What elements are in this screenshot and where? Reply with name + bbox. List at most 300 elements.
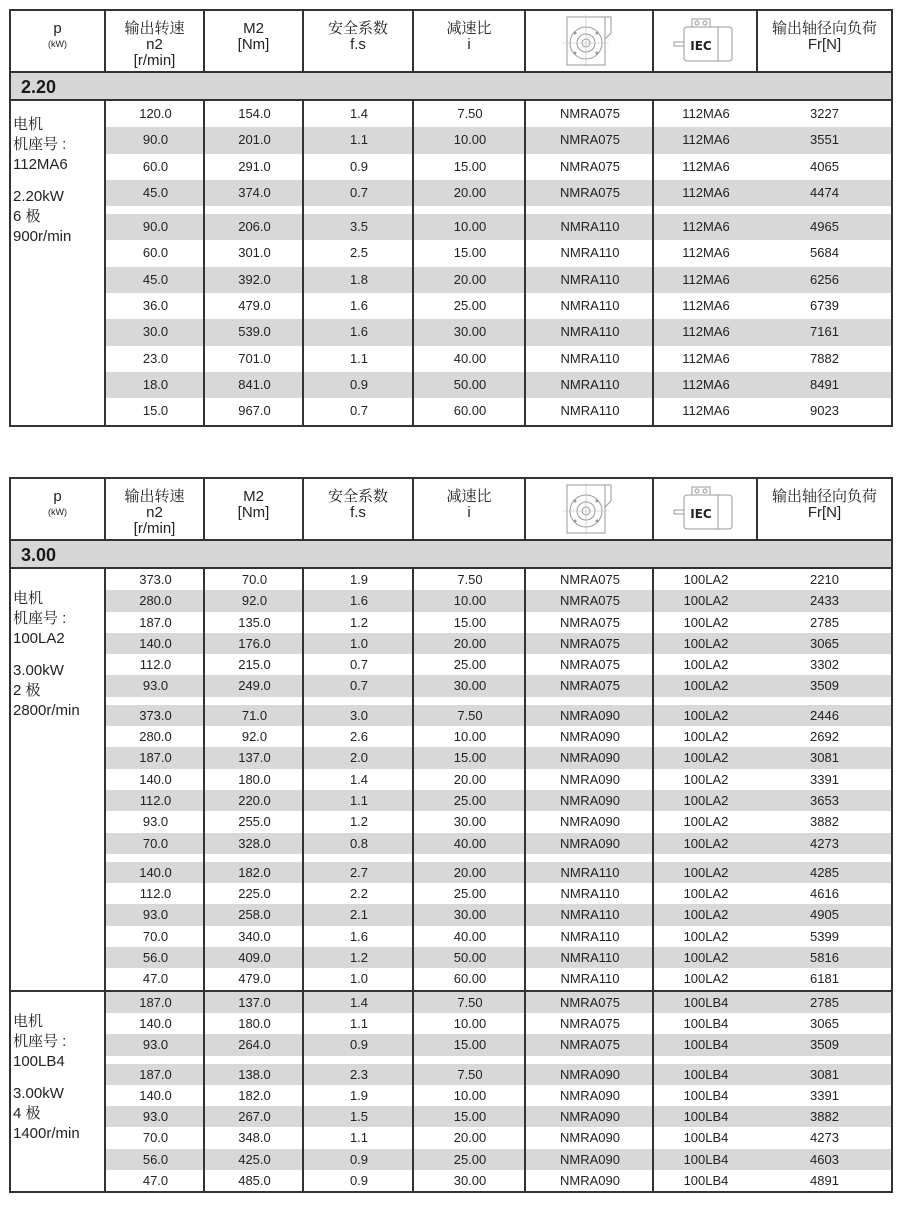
cell-ratio: 20.00	[414, 180, 526, 206]
motor-description-line: 机座号 :	[13, 136, 67, 153]
header-ratio-cn: 减速比	[446, 488, 492, 505]
motor-description-line: 2 极	[13, 682, 41, 699]
cell-output-speed: 120.0	[139, 106, 172, 121]
cell-radial-load: 6256	[758, 267, 891, 293]
cell-safety-factor: 0.7	[349, 657, 369, 673]
cell-motor-frame: 100LB4	[683, 1130, 729, 1146]
table-row	[106, 675, 891, 696]
cell-output-speed: 140.0	[106, 862, 205, 883]
header-output-speed	[106, 11, 205, 71]
cell-safety-factor: 1.2	[349, 614, 369, 630]
cell-radial-load: 2433	[758, 590, 891, 611]
cell-output-speed: 56.0	[106, 1149, 205, 1170]
cell-radial-load: 3081	[758, 1064, 891, 1085]
motor-description-line	[13, 649, 104, 661]
block-gap	[106, 1056, 891, 1064]
cell-output-speed: 112.0	[139, 886, 172, 902]
cell-safety-factor: 1.9	[349, 1087, 369, 1103]
table-row	[106, 1085, 891, 1106]
header-torque-unit: [Nm]	[237, 504, 270, 521]
header-safety-factor-symbol: f.s	[350, 36, 366, 53]
header-output-speed-cn: 输出转速	[124, 20, 185, 37]
cell-safety-factor: 0.8	[304, 833, 414, 854]
cell-output-speed: 90.0	[106, 127, 205, 153]
table-row	[106, 726, 891, 747]
cell-safety-factor: 1.1	[349, 1130, 369, 1146]
header-motor	[654, 11, 758, 71]
cell-gearbox-model: NMRA090	[560, 1130, 620, 1146]
cell-motor-frame: 100LA2	[683, 886, 729, 902]
cell-torque: 201.0	[205, 127, 304, 153]
table-row	[106, 992, 891, 1013]
cell-ratio: 10.00	[414, 590, 526, 611]
header-output-speed-unit: [r/min]	[133, 520, 176, 537]
cell-gearbox-model: NMRA090	[526, 790, 654, 811]
header-safety-factor-cn: 安全系数	[327, 20, 388, 37]
cell-ratio: 20.00	[414, 633, 526, 654]
cell-safety-factor: 0.9	[349, 158, 369, 174]
cell-torque: 479.0	[238, 298, 271, 314]
cell-safety-factor: 1.2	[349, 814, 369, 830]
cell-torque: 291.0	[238, 158, 271, 174]
cell-torque: 92.0	[241, 729, 268, 745]
cell-torque: 485.0	[238, 1173, 271, 1189]
cell-radial-load: 4474	[758, 180, 891, 206]
cell-safety-factor: 1.9	[349, 572, 369, 587]
cell-gearbox-model: NMRA075	[526, 127, 654, 153]
iec-label: IEC	[690, 39, 712, 53]
header-gearbox	[526, 479, 654, 539]
cell-output-speed: 112.0	[106, 790, 205, 811]
motor-description-line: 2800r/min	[13, 702, 80, 719]
header-safety-factor-cn: 安全系数	[327, 488, 388, 505]
cell-safety-factor: 1.2	[304, 947, 414, 968]
cell-radial-load: 3391	[810, 771, 839, 787]
cell-gearbox-model: NMRA075	[560, 158, 620, 174]
table-row	[106, 1034, 891, 1055]
table-row	[106, 240, 891, 266]
header-output-speed-cn: 输出转速	[124, 488, 185, 505]
cell-radial-load: 2446	[758, 705, 891, 726]
header-output-speed-unit: [r/min]	[133, 52, 176, 69]
header-radial-load-cn: 输出轴径向负荷	[771, 488, 877, 505]
cell-radial-load: 3065	[810, 1015, 839, 1031]
cell-torque: 348.0	[238, 1130, 271, 1146]
table-row	[106, 790, 891, 811]
cell-ratio: 15.00	[453, 158, 487, 174]
cell-output-speed: 112.0	[139, 657, 172, 673]
motor-description-line: 3.00kW	[13, 662, 64, 679]
cell-output-speed: 187.0	[106, 1064, 205, 1085]
motor-description-line: 电机	[13, 590, 44, 607]
cell-torque: 967.0	[238, 403, 271, 419]
cell-motor-frame: 100LA2	[683, 814, 729, 830]
header-torque-symbol: M2	[243, 488, 264, 505]
cell-motor-frame: 112MA6	[654, 372, 758, 398]
cell-safety-factor: 3.0	[304, 705, 414, 726]
cell-ratio: 7.50	[414, 1064, 526, 1085]
table-row	[106, 127, 891, 153]
table-row	[106, 372, 891, 398]
table-row	[106, 633, 891, 654]
cell-radial-load: 3882	[758, 1106, 891, 1127]
cell-output-speed: 373.0	[139, 572, 172, 587]
cell-radial-load: 3551	[758, 127, 891, 153]
cell-ratio: 30.00	[414, 319, 526, 345]
cell-gearbox-model: NMRA075	[560, 614, 620, 630]
cell-motor-frame: 100LA2	[654, 833, 758, 854]
cell-ratio: 15.00	[453, 245, 487, 261]
cell-output-speed: 140.0	[139, 1015, 172, 1031]
table-header	[11, 479, 891, 541]
cell-torque: 841.0	[205, 372, 304, 398]
motor-description-line: 4 极	[13, 1104, 41, 1122]
cell-ratio: 25.00	[453, 886, 487, 902]
cell-motor-frame: 112MA6	[682, 158, 730, 174]
cell-motor-frame: 100LB4	[683, 1087, 729, 1103]
cell-radial-load: 4616	[810, 886, 839, 902]
header-power-label: p	[53, 488, 62, 505]
cell-output-speed: 93.0	[106, 1106, 205, 1127]
cell-output-speed: 187.0	[106, 992, 205, 1013]
cell-torque: 539.0	[205, 319, 304, 345]
cell-torque: 479.0	[238, 971, 271, 987]
table-row	[106, 180, 891, 206]
cell-radial-load: 7161	[758, 319, 891, 345]
table-row	[106, 904, 891, 925]
cell-radial-load: 8491	[758, 372, 891, 398]
block-gap	[106, 206, 891, 214]
cell-gearbox-model: NMRA090	[526, 1149, 654, 1170]
table-row	[106, 947, 891, 968]
cell-radial-load: 5684	[810, 245, 839, 261]
header-output-speed	[106, 479, 205, 539]
cell-motor-frame: 112MA6	[654, 214, 758, 240]
table-row	[106, 862, 891, 883]
cell-safety-factor: 1.4	[349, 771, 369, 787]
cell-torque: 182.0	[238, 1087, 271, 1103]
cell-ratio: 60.00	[453, 971, 487, 987]
cell-ratio: 10.00	[453, 729, 487, 745]
cell-output-speed: 47.0	[142, 971, 169, 987]
power-band: 2.20	[11, 73, 891, 101]
table-row	[106, 747, 891, 768]
table-row	[106, 267, 891, 293]
cell-torque: 374.0	[205, 180, 304, 206]
cell-safety-factor: 2.6	[349, 729, 369, 745]
cell-output-speed: 90.0	[106, 214, 205, 240]
cell-safety-factor: 1.8	[304, 267, 414, 293]
iec-label: IEC	[690, 507, 712, 521]
cell-safety-factor: 2.7	[304, 862, 414, 883]
cell-torque: 255.0	[238, 814, 271, 830]
cell-torque: 70.0	[241, 572, 268, 587]
cell-radial-load: 3509	[758, 1034, 891, 1055]
cell-safety-factor: 1.6	[304, 319, 414, 345]
cell-torque: 180.0	[238, 771, 271, 787]
cell-radial-load: 4603	[758, 1149, 891, 1170]
cell-motor-frame: 100LA2	[654, 705, 758, 726]
cell-torque: 176.0	[205, 633, 304, 654]
cell-torque: 215.0	[238, 657, 271, 673]
cell-radial-load: 4065	[810, 158, 839, 174]
cell-safety-factor: 2.2	[349, 886, 369, 902]
header-motor	[654, 479, 758, 539]
cell-output-speed: 70.0	[142, 928, 169, 944]
cell-motor-frame: 100LB4	[654, 992, 758, 1013]
cell-radial-load: 5399	[810, 928, 839, 944]
cell-torque: 138.0	[205, 1064, 304, 1085]
table-row	[106, 1064, 891, 1085]
cell-ratio: 40.00	[453, 350, 487, 366]
cell-ratio: 15.00	[453, 614, 487, 630]
table-header	[11, 11, 891, 73]
table-row	[106, 214, 891, 240]
cell-output-speed: 93.0	[142, 814, 169, 830]
cell-gearbox-model: NMRA110	[526, 947, 654, 968]
cell-motor-frame: 100LB4	[683, 1173, 729, 1189]
cell-motor-frame: 100LA2	[683, 729, 729, 745]
cell-motor-frame: 112MA6	[654, 180, 758, 206]
cell-gearbox-model: NMRA110	[560, 971, 620, 987]
motor-description-line: 电机	[13, 116, 44, 133]
cell-ratio: 15.00	[414, 747, 526, 768]
cell-output-speed: 373.0	[106, 705, 205, 726]
cell-safety-factor: 2.0	[304, 747, 414, 768]
motor-description-line: 6 极	[13, 208, 41, 225]
cell-radial-load: 3509	[758, 675, 891, 696]
cell-gearbox-model: NMRA090	[526, 1064, 654, 1085]
cell-safety-factor: 1.4	[304, 992, 414, 1013]
cell-ratio: 30.00	[414, 904, 526, 925]
cell-torque: 425.0	[205, 1149, 304, 1170]
cell-torque: 137.0	[205, 992, 304, 1013]
cell-output-speed: 140.0	[139, 771, 172, 787]
cell-radial-load: 2692	[810, 729, 839, 745]
motor-description-line: 1400r/min	[13, 1124, 80, 1142]
cell-motor-frame: 100LB4	[654, 1149, 758, 1170]
table-row	[106, 319, 891, 345]
cell-gearbox-model: NMRA075	[526, 675, 654, 696]
motor-description-line: 100LA2	[13, 630, 65, 647]
cell-output-speed: 187.0	[139, 614, 172, 630]
table-row	[106, 705, 891, 726]
cell-torque: 71.0	[205, 705, 304, 726]
header-torque	[205, 11, 304, 71]
cell-motor-frame: 100LA2	[683, 572, 729, 587]
cell-radial-load: 3302	[810, 657, 839, 673]
cell-safety-factor: 0.7	[304, 180, 414, 206]
table-row	[106, 769, 891, 790]
block-gap	[106, 854, 891, 862]
cell-output-speed: 70.0	[106, 833, 205, 854]
table-row	[106, 1127, 891, 1148]
cell-torque: 92.0	[205, 590, 304, 611]
cell-safety-factor: 1.1	[304, 127, 414, 153]
cell-output-speed: 60.0	[142, 158, 169, 174]
header-radial-load	[758, 479, 891, 539]
cell-safety-factor: 0.7	[304, 675, 414, 696]
table-row	[106, 968, 891, 989]
cell-motor-frame: 100LA2	[654, 790, 758, 811]
cell-motor-frame: 100LA2	[654, 675, 758, 696]
cell-gearbox-model: NMRA090	[560, 1087, 620, 1103]
cell-gearbox-model: NMRA090	[560, 771, 620, 787]
power-band: 3.00	[11, 541, 891, 569]
cell-radial-load: 3882	[810, 814, 839, 830]
cell-motor-frame: 100LB4	[654, 1106, 758, 1127]
cell-motor-frame: 100LB4	[654, 1034, 758, 1055]
cell-torque: 328.0	[205, 833, 304, 854]
cell-gearbox-model: NMRA075	[526, 590, 654, 611]
cell-gearbox-model: NMRA110	[560, 928, 620, 944]
cell-safety-factor: 1.6	[349, 928, 369, 944]
cell-gearbox-model: NMRA075	[560, 106, 620, 121]
cell-safety-factor: 3.5	[304, 214, 414, 240]
cell-torque: 392.0	[205, 267, 304, 293]
motor-description	[11, 992, 106, 1192]
cell-motor-frame: 100LB4	[683, 1015, 729, 1031]
cell-torque: 206.0	[205, 214, 304, 240]
cell-torque: 409.0	[205, 947, 304, 968]
cell-output-speed: 18.0	[106, 372, 205, 398]
cell-radial-load: 3391	[810, 1087, 839, 1103]
block-gap	[106, 697, 891, 705]
cell-output-speed: 93.0	[106, 904, 205, 925]
cell-ratio: 25.00	[414, 1149, 526, 1170]
cell-radial-load: 4273	[810, 1130, 839, 1146]
cell-gearbox-model: NMRA075	[526, 180, 654, 206]
cell-radial-load: 2785	[810, 614, 839, 630]
cell-gearbox-model: NMRA110	[560, 245, 620, 261]
cell-gearbox-model: NMRA075	[526, 633, 654, 654]
cell-safety-factor: 0.9	[304, 372, 414, 398]
cell-motor-frame: 112MA6	[682, 350, 730, 366]
cell-output-speed: 45.0	[106, 180, 205, 206]
motor-group	[11, 569, 891, 992]
cell-torque: 258.0	[205, 904, 304, 925]
cell-safety-factor: 1.4	[349, 106, 369, 121]
cell-ratio: 30.00	[414, 675, 526, 696]
motor-description-line: 112MA6	[13, 156, 68, 173]
cell-safety-factor: 1.0	[304, 633, 414, 654]
header-safety-factor-symbol: f.s	[350, 504, 366, 521]
cell-torque: 220.0	[205, 790, 304, 811]
header-safety-factor	[304, 479, 414, 539]
cell-output-speed: 56.0	[106, 947, 205, 968]
cell-gearbox-model: NMRA075	[526, 1034, 654, 1055]
cell-motor-frame: 100LA2	[654, 590, 758, 611]
cell-motor-frame: 112MA6	[682, 106, 730, 121]
cell-ratio: 7.50	[414, 705, 526, 726]
table-row	[106, 1106, 891, 1127]
cell-safety-factor: 0.7	[349, 403, 369, 419]
cell-torque: 225.0	[238, 886, 271, 902]
cell-gearbox-model: NMRA110	[526, 319, 654, 345]
cell-safety-factor: 1.6	[304, 590, 414, 611]
table-row	[106, 569, 891, 590]
table-row	[106, 1013, 891, 1034]
cell-radial-load: 5816	[758, 947, 891, 968]
cell-motor-frame: 100LA2	[683, 928, 729, 944]
iec-motor-icon	[672, 485, 738, 533]
cell-gearbox-model: NMRA110	[526, 267, 654, 293]
motor-description-line: 2.20kW	[13, 188, 64, 205]
cell-ratio: 50.00	[414, 372, 526, 398]
header-torque	[205, 479, 304, 539]
cell-gearbox-model: NMRA090	[560, 729, 620, 745]
cell-gearbox-model: NMRA090	[526, 1106, 654, 1127]
motor-description-line: 900r/min	[13, 228, 72, 245]
cell-gearbox-model: NMRA110	[526, 904, 654, 925]
cell-motor-frame: 112MA6	[682, 245, 730, 261]
cell-safety-factor: 1.0	[349, 971, 369, 987]
table-row	[106, 346, 891, 372]
cell-motor-frame: 100LA2	[654, 862, 758, 883]
cell-output-speed: 140.0	[106, 633, 205, 654]
cell-radial-load: 9023	[810, 403, 839, 419]
motor-description-line: 100LB4	[13, 1052, 65, 1070]
cell-torque: 154.0	[238, 106, 271, 121]
cell-ratio: 25.00	[453, 298, 487, 314]
table-row	[106, 590, 891, 611]
header-ratio-cn: 减速比	[446, 20, 492, 37]
cell-ratio: 15.00	[414, 1034, 526, 1055]
cell-gearbox-model: NMRA090	[560, 1173, 620, 1189]
cell-radial-load: 3653	[758, 790, 891, 811]
cell-torque: 701.0	[238, 350, 271, 366]
cell-ratio: 10.00	[453, 1087, 487, 1103]
table-row	[106, 654, 891, 675]
cell-safety-factor: 0.9	[349, 1173, 369, 1189]
table-row	[106, 293, 891, 319]
cell-safety-factor: 1.1	[349, 350, 369, 366]
cell-motor-frame: 100LA2	[654, 904, 758, 925]
header-torque-unit: [Nm]	[237, 36, 270, 53]
cell-ratio: 30.00	[453, 1173, 487, 1189]
cell-radial-load: 4285	[758, 862, 891, 883]
cell-radial-load: 3081	[758, 747, 891, 768]
table-row	[106, 833, 891, 854]
cell-radial-load: 4891	[810, 1173, 839, 1189]
cell-ratio: 10.00	[414, 127, 526, 153]
cell-gearbox-model: NMRA090	[526, 833, 654, 854]
cell-ratio: 10.00	[414, 214, 526, 240]
performance-table-3-00	[9, 477, 893, 1193]
cell-motor-frame: 100LA2	[654, 947, 758, 968]
cell-output-speed: 45.0	[106, 267, 205, 293]
cell-ratio: 20.00	[414, 862, 526, 883]
cell-torque: 340.0	[238, 928, 271, 944]
cell-motor-frame: 100LA2	[683, 657, 729, 673]
worm-gearbox-drawing-icon	[559, 13, 619, 69]
cell-output-speed: 93.0	[106, 1034, 205, 1055]
cell-gearbox-model: NMRA090	[526, 705, 654, 726]
cell-safety-factor: 1.6	[349, 298, 369, 314]
iec-motor-icon	[672, 17, 738, 65]
header-power-label: p	[53, 20, 62, 37]
table-row	[106, 1170, 891, 1191]
cell-output-speed: 30.0	[106, 319, 205, 345]
header-output-speed-symbol: n2	[146, 36, 163, 53]
cell-motor-frame: 100LA2	[654, 633, 758, 654]
cell-gearbox-model: NMRA090	[560, 814, 620, 830]
cell-gearbox-model: NMRA110	[526, 214, 654, 240]
cell-radial-load: 3065	[758, 633, 891, 654]
cell-ratio: 7.50	[457, 572, 483, 587]
header-gearbox	[526, 11, 654, 71]
cell-safety-factor: 0.9	[304, 1034, 414, 1055]
